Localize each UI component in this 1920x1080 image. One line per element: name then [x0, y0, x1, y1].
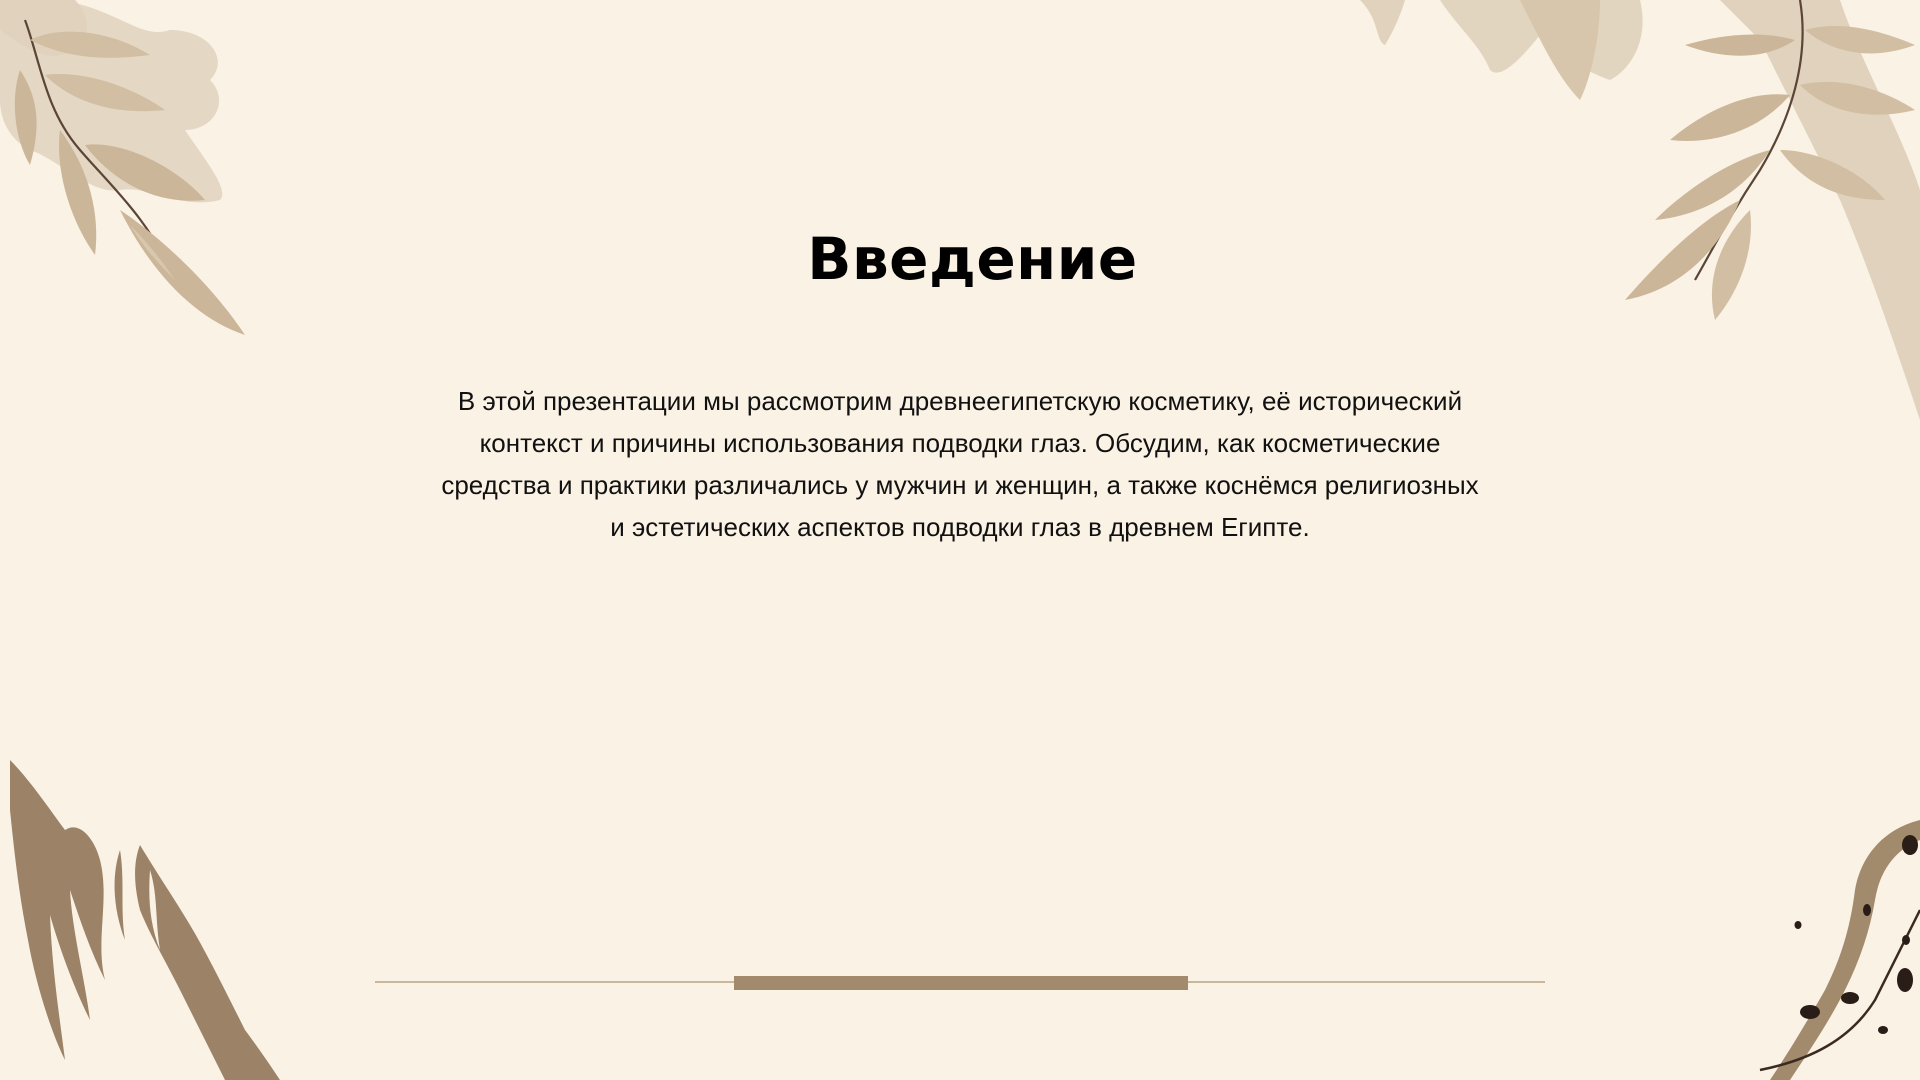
swirl-dots-bottom-right-icon [1680, 800, 1920, 1080]
brush-stroke-bottom-left-icon [0, 750, 290, 1080]
slide-title: Введение [807, 225, 1138, 293]
divider-accent-bar [734, 976, 1188, 990]
leaf-branch-top-right-icon [1340, 0, 1920, 420]
slide-body-text: В этой презентации мы рассмотрим древнеегипетскую косметику, её исторический контекст и причины использования подводки глаз. Обсудим, как косметические средства и практики различались у мужчин и женщин, а также коснёмся религиозных и эстетических аспектов подводки глаз в древнем Египте. [441, 386, 1479, 542]
leaf-branch-top-left-icon [0, 0, 260, 350]
